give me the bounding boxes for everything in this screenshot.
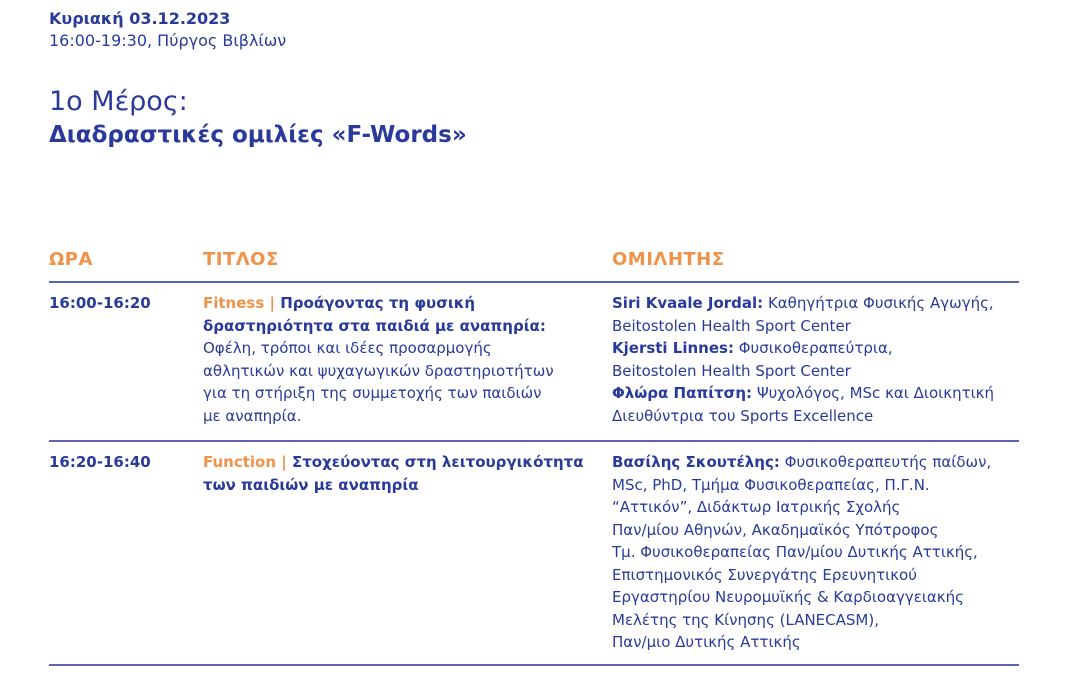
row-speakers [612, 292, 1032, 427]
header-time: ΩΡΑ [49, 249, 93, 270]
speaker-role: Καθηγήτρια Φυσικής Αγωγής, [763, 294, 994, 312]
event-time-place: 16:00-19:30, Πύργος Βιβλίων [49, 31, 287, 50]
title-bold: Προάγοντας τη φυσική [280, 294, 476, 312]
row-time: 16:20-16:40 [49, 453, 151, 471]
speaker-affiliation: Διευθύντρια του Sports Excellence [612, 406, 874, 425]
speaker-affiliation: Παν/μιο Δυτικής Αττικής [612, 633, 801, 651]
part-subtitle: Διαδραστικές ομιλίες «F-Words» [49, 122, 467, 148]
row-title [203, 451, 584, 496]
speaker-affiliation: Παν/μίου Αθηνών, Ακαδημαϊκός Υπότροφος [612, 520, 939, 539]
table-row [49, 283, 1019, 442]
header-speaker: ΟΜΙΛΗΤΗΣ [612, 249, 725, 270]
topic-tag: Function [203, 453, 277, 471]
speaker-affiliation: Τμ. Φυσικοθεραπείας Παν/μίου Δυτικής Αττικής, [612, 543, 978, 561]
speaker-name: Βασίλης Σκουτέλης: [612, 453, 780, 471]
speaker-affiliation: MSc, PhD, Τμήμα Φυσικοθεραπείας, Π.Γ.Ν. [612, 475, 930, 494]
speaker-affiliation: Επιστημονικός Συνεργάτης Ερευνητικού [612, 565, 917, 584]
table-row [49, 442, 1019, 666]
topic-tag: Fitness [203, 294, 265, 312]
title-text: αθλητικών και ψυχαγωγικών δραστηριοτήτων [203, 361, 554, 380]
speaker-name: Siri Kvaale Jordal: [612, 294, 764, 312]
speaker-name: Φλώρα Παπίτση: [612, 384, 753, 402]
schedule-table [49, 245, 1019, 666]
speaker-affiliation: Beitostolen Health Sport Center [612, 361, 851, 380]
header-title: ΤΙΤΛΟΣ [203, 249, 279, 270]
title-bold: Στοχεύοντας στη λειτουργικότητα [291, 453, 584, 471]
title-text: με αναπηρία. [203, 406, 302, 425]
speaker-affiliation: “Αττικόν”, Διδάκτωρ Ιατρικής Σχολής [612, 498, 901, 516]
tag-separator: | [276, 453, 292, 471]
title-bold: δραστηριότητα στα παιδιά με αναπηρία: [203, 316, 546, 335]
part-heading [49, 85, 467, 151]
tag-separator: | [264, 294, 281, 312]
part-label: 1ο Μέρος: [49, 86, 188, 117]
speaker-affiliation: Beitostolen Health Sport Center [612, 316, 851, 335]
row-speakers [612, 451, 1032, 654]
title-text: για τη στήριξη της συμμετοχής των παιδιών [203, 384, 542, 402]
speaker-affiliation: Μελέτης της Κίνησης (LANECASM), [612, 610, 879, 629]
event-date: Κυριακή 03.12.2023 [49, 9, 231, 28]
title-bold: των παιδιών με αναπηρία [203, 475, 419, 494]
speaker-role: Φυσικοθεραπευτής παίδων, [779, 453, 992, 471]
row-time: 16:00-16:20 [49, 294, 151, 312]
speaker-affiliation: Εργαστηρίου Νευρομυϊκής & Καρδιοαγγειακής [612, 588, 964, 606]
table-header-row [49, 245, 1019, 283]
title-text: Οφέλη, τρόποι και ιδέες προσαρμογής [203, 339, 492, 357]
event-header [49, 8, 286, 52]
speaker-name: Kjersti Linnes: [612, 339, 734, 357]
row-title [203, 292, 573, 427]
speaker-role: Φυσικοθεραπεύτρια, [733, 339, 893, 357]
speaker-role: Ψυχολόγος, MSc και Διοικητική [752, 384, 995, 402]
